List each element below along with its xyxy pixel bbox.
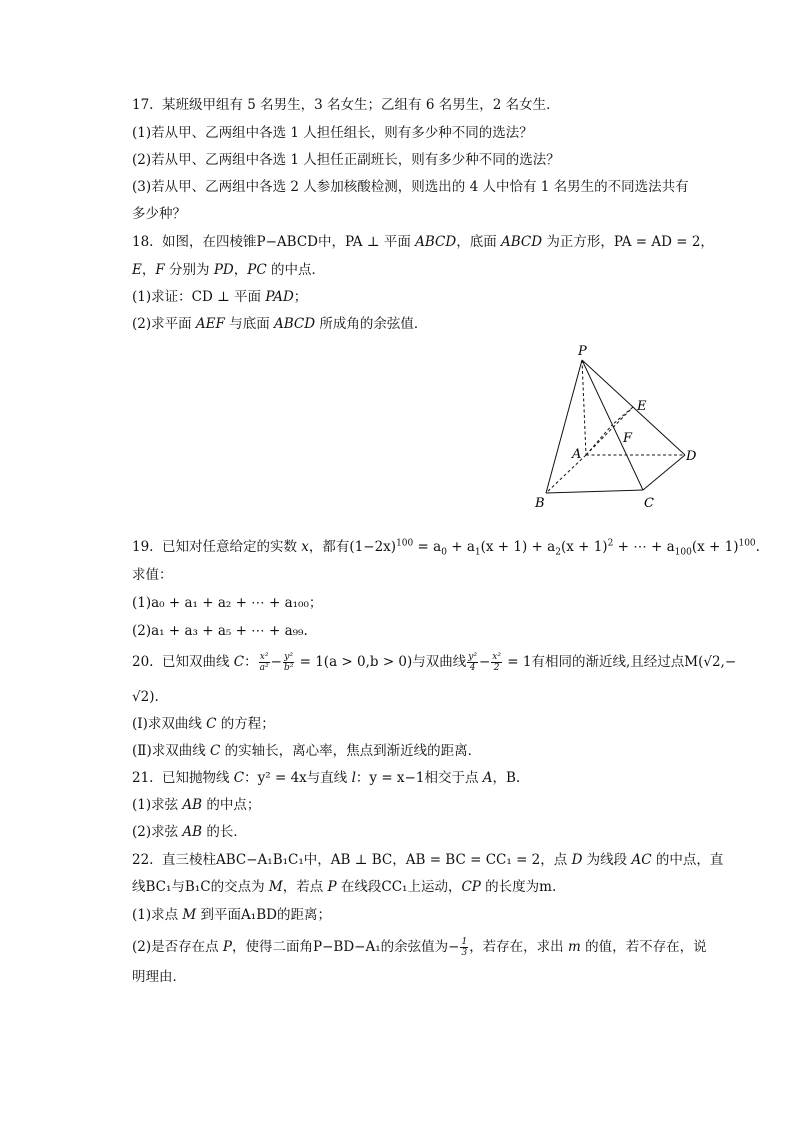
q21-part2: (2)求弦 AB 的长．: [132, 824, 247, 840]
q18-part2: (2)求平面 AEF 与底面 ABCD 所成角的余弦值．: [132, 316, 428, 332]
q22-part2: (2)是否存在点 P，使得二面角P−BD−A₁的余弦值为− $\frac{1}{3}$ ，若存在，求出 m 的值，若不存在，说: [132, 937, 707, 958]
q20-part1: (Ⅰ)求双曲线 C 的方程；: [132, 716, 275, 732]
pyramid-figure: [520, 340, 710, 515]
q19-part1: (1)a₀ + a₁ + a₂ + ⋯ + a₁₀₀；: [132, 595, 323, 611]
label-P: P: [578, 344, 587, 359]
question-number: 22.: [132, 852, 154, 868]
segment-AF-hidden: [586, 425, 612, 455]
edge-PA-hidden: [582, 360, 586, 455]
q22-part1: (1)求点 M 到平面A₁BD的距离；: [132, 907, 331, 923]
fraction: $\frac{\text{x²}}{2}$: [492, 652, 501, 673]
q17-part2: (2)若从甲、乙两组中各选 1 人担任正副班长，则有多少种不同的选法？: [132, 152, 560, 168]
q18-stem-cont: E，F 分别为 PD，PC 的中点．: [132, 262, 325, 278]
edge-PC: [582, 360, 643, 490]
q21-stem: 21. 已知抛物线 C：y² = 4x与直线 l：y = x−1相交于点 A，B.: [132, 770, 521, 786]
q19-prompt: 求值：: [132, 567, 173, 583]
question-number: 20.: [132, 654, 154, 670]
q20-stem-cont: √2).: [132, 689, 159, 705]
q19-part2: (2)a₁ + a₃ + a₅ + ⋯ + a₉₉.: [132, 623, 308, 639]
q18-stem: 18. 如图，在四棱锥P−ABCD中，PA ⊥ 平面 ABCD，底面 ABCD 为正方形，PA = AD = 2，: [132, 234, 714, 250]
label-C: C: [644, 496, 654, 511]
label-E: E: [637, 399, 647, 414]
q21-part1: (1)求弦 AB 的中点；: [132, 797, 261, 813]
label-D: D: [686, 449, 697, 464]
fraction: $\frac{\text{y²}}{4}$: [468, 652, 477, 673]
q17-part3-cont: 多少种？: [132, 206, 186, 222]
q22-stem-cont: 线BC₁与B₁C的交点为 M，若点 P 在线段CC₁上运动，CP 的长度为m.: [132, 879, 557, 895]
q22-stem: 22. 直三棱柱ABC−A₁B₁C₁中，AB ⊥ BC，AB = BC = CC₁ = 2，点 D 为线段 AC 的中点，直: [132, 852, 724, 868]
question-number: 17.: [132, 97, 154, 113]
edge-CD: [643, 455, 685, 490]
fraction: $\frac{1}{3}$: [461, 937, 468, 958]
q20-part2: (Ⅱ)求双曲线 C 的实轴长，离心率，焦点到渐近线的距离．: [132, 743, 482, 759]
question-number: 18.: [132, 234, 154, 250]
fraction: $\frac{\text{y²}}{\text{b²}}$: [283, 652, 294, 673]
q19-stem: 19. 已知对任意给定的实数 x，都有$(1-2x)^{100} = a_0 + a_1(x + 1) + a_2(x + 1)^2$ + ⋯ + $a_{100}(x + 1)^{100}$.: [132, 538, 760, 558]
q17-stem: 17. 某班级甲组有 5 名男生，3 名女生；乙组有 6 名男生，2 名女生．: [132, 97, 560, 113]
q18-part1: (1)求证：CD ⊥ 平面 PAD；: [132, 289, 308, 305]
edge-PD: [582, 360, 685, 455]
question-number: 21.: [132, 770, 154, 786]
label-F: F: [623, 431, 633, 446]
q17-part1: (1)若从甲、乙两组中各选 1 人担任组长，则有多少种不同的选法？: [132, 125, 533, 141]
question-number: 19.: [132, 539, 154, 555]
q20-stem: 20. 已知双曲线 C： $\frac{\text{x²}}{\text{a²}}$ − $\frac{\text{y²}}{\text{b²}}$ = 1(a > 0,b > 0)与双曲线 $\frac{\text{y²}}{4}$ − $\frac{\text{x²}}{2}$ = 1有相同的渐近线,且经过点M(√2,−: [132, 652, 737, 673]
fraction: $\frac{\text{x²}}{\text{a²}}$: [259, 652, 269, 673]
label-B: B: [535, 496, 545, 511]
label-A: A: [572, 447, 582, 462]
q17-part3: (3)若从甲、乙两组中各选 2 人参加核酸检测，则选出的 4 人中恰有 1 名男生的不同选法共有: [132, 179, 689, 195]
edge-PB: [546, 360, 582, 493]
q22-part2-cont: 明理由．: [132, 969, 186, 985]
edge-BC: [546, 490, 643, 493]
